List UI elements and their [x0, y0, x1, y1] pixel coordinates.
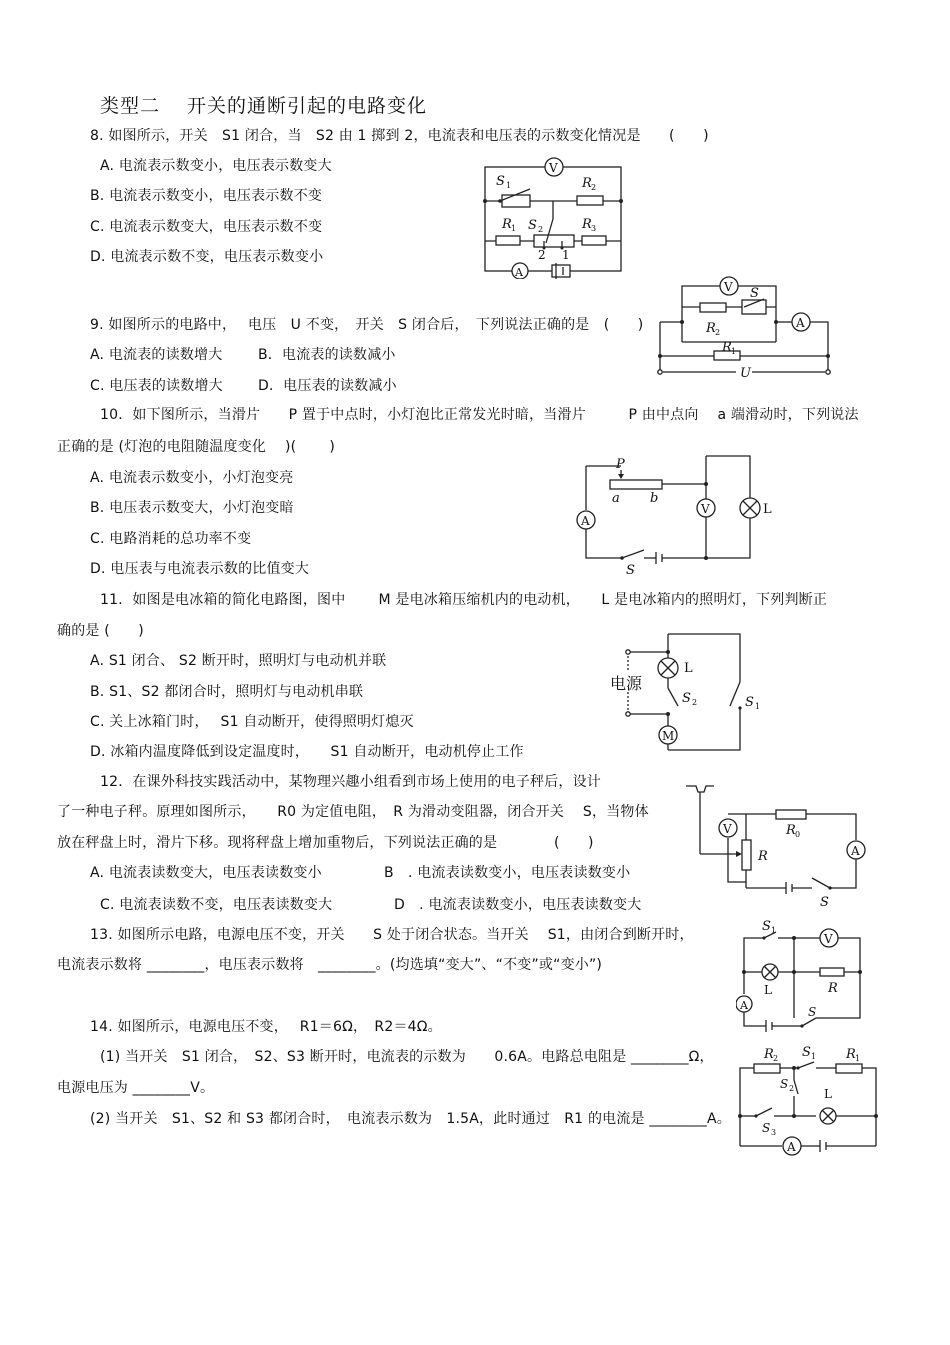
svg-text:R: R — [502, 217, 512, 232]
svg-text:R: R — [764, 1047, 774, 1062]
q12-stem-line2: 了一种电子秤。原理如图所示， R0 为定值电阻， R 为滑动变阻器，闭合开关 S，当物体 — [57, 804, 649, 820]
q9-option-b[interactable]: B．电流表的读数减小 — [258, 347, 396, 363]
q10-circuit-diagram — [572, 454, 776, 576]
svg-text:P: P — [616, 457, 625, 472]
svg-text:S: S — [496, 174, 505, 189]
q13-stem-line1: 13. 如图所示电路，电源电压不变，开关 S 处于闭合状态。当开关 S1，由闭合到断开时， — [90, 927, 694, 943]
q9-option-a[interactable]: A. 电流表的读数增大 — [90, 347, 223, 363]
q12-stem-line3: 放在秤盘上时，滑片下移。现将秤盘上增加重物后，下列说法正确的是 ( ) — [57, 835, 594, 851]
q11-option-d[interactable]: D. 冰箱内温度降低到设定温度时， S1 自动断开，电动机停止工作 — [90, 744, 524, 760]
svg-text:R: R — [722, 340, 732, 355]
q9-option-c[interactable]: C. 电压表的读数增大 — [90, 378, 223, 394]
svg-text:2: 2 — [715, 328, 721, 337]
q10-option-b[interactable]: B. 电压表示数变大，小灯泡变暗 — [90, 500, 294, 516]
svg-text:R: R — [582, 176, 592, 191]
svg-text:V: V — [701, 502, 710, 516]
svg-text:L: L — [684, 661, 693, 676]
section-title: 类型二 开关的通断引起的电路变化 — [100, 95, 428, 117]
svg-text:R: R — [706, 321, 716, 336]
q14-part1-line2: 电源电压为 ________V。 — [57, 1080, 215, 1096]
q12-option-c[interactable]: C. 电流表读数不变，电压表读数变大 — [100, 897, 333, 913]
svg-text:1: 1 — [811, 1052, 817, 1061]
svg-text:A: A — [581, 514, 590, 528]
svg-text:2: 2 — [773, 1054, 779, 1063]
q11-option-c[interactable]: C. 关上冰箱门时， S1 自动断开，使得照明灯熄灭 — [90, 714, 414, 730]
q11-stem-line2: 确的是 ( ) — [57, 623, 144, 639]
q10-stem-line1: 10．如下图所示，当滑片 P 置于中点时，小灯泡比正常发光时暗，当滑片 P 由中点向 a 端滑动时，下列说法 — [100, 407, 859, 423]
q11-circuit-diagram — [608, 630, 764, 756]
svg-text:S: S — [626, 563, 635, 576]
svg-text:1: 1 — [855, 1054, 861, 1063]
svg-text:3: 3 — [771, 1128, 777, 1137]
svg-text:S: S — [808, 1005, 817, 1019]
svg-text:S: S — [762, 1121, 771, 1135]
svg-text:L: L — [764, 983, 772, 997]
svg-text:V: V — [549, 161, 558, 175]
svg-text:S: S — [745, 695, 754, 710]
svg-text:L: L — [824, 1087, 832, 1101]
svg-text:2: 2 — [538, 248, 546, 262]
svg-text:1: 1 — [511, 224, 517, 233]
q12-circuit-diagram — [684, 782, 870, 912]
q9-option-d[interactable]: D．电压表的读数减小 — [258, 378, 397, 394]
svg-text:V: V — [724, 280, 733, 294]
resistor-r3 — [582, 236, 606, 245]
svg-text:S: S — [820, 895, 829, 910]
svg-text:S: S — [528, 218, 537, 233]
svg-text:V: V — [824, 932, 833, 946]
q14-part2: (2) 当开关 S1、S2 和 S3 都闭合时， 电流表示数为 1.5A，此时通过 R1 的电流是 ________A。 — [90, 1111, 731, 1127]
svg-text:S: S — [762, 919, 771, 934]
svg-text:2: 2 — [591, 183, 597, 192]
svg-text:R: R — [786, 823, 796, 838]
svg-text:L: L — [763, 502, 772, 517]
q13-stem-line2: 电流表示数将 ________，电压表示数将 ________。(均选填“变大”、“不变”或“变小”) — [57, 957, 603, 973]
q8-stem: 8. 如图所示，开关 S1 闭合，当 S2 由 1 掷到 2，电流表和电压表的示数变化情况是 ( ) — [90, 128, 709, 144]
svg-text:2: 2 — [789, 1084, 795, 1093]
q11-option-b[interactable]: B. S1、S2 都闭合时，照明灯与电动机串联 — [90, 684, 364, 700]
q12-option-b[interactable]: B . 电流表读数变小，电压表读数变小 — [384, 865, 631, 881]
svg-text:S: S — [750, 286, 759, 301]
svg-text:1: 1 — [731, 347, 737, 356]
q8-option-b[interactable]: B. 电流表示数变小，电压表示数不变 — [90, 188, 323, 204]
svg-text:1: 1 — [562, 248, 570, 262]
svg-text:1: 1 — [506, 181, 512, 190]
q14-part1-line1: (1) 当开关 S1 闭合， S2、S3 断开时，电流表的示数为 0.6A。电路总电阻是 ________Ω， — [100, 1049, 714, 1065]
q13-circuit-diagram — [736, 916, 868, 1032]
svg-text:b: b — [650, 491, 659, 506]
svg-text:2: 2 — [692, 698, 698, 707]
svg-text:0: 0 — [795, 830, 801, 839]
q12-option-d[interactable]: D . 电流表读数变小，电压表读数变大 — [394, 897, 642, 913]
q14-circuit-diagram — [736, 1046, 880, 1156]
svg-text:A: A — [796, 316, 805, 330]
svg-text:A: A — [515, 266, 523, 279]
svg-text:A: A — [851, 844, 860, 858]
svg-text:R: R — [582, 217, 592, 232]
resistor-r1 — [496, 236, 520, 245]
svg-text:A: A — [787, 1140, 796, 1154]
svg-text:S: S — [802, 1046, 811, 1060]
q10-option-a[interactable]: A. 电流表示数变小，小灯泡变亮 — [90, 470, 294, 486]
svg-text:S: S — [682, 691, 691, 706]
svg-text:电源: 电源 — [610, 674, 643, 693]
svg-text:R: R — [828, 981, 838, 996]
q12-option-a[interactable]: A. 电流表读数变大，电压表读数变小 — [90, 865, 322, 881]
svg-text:3: 3 — [591, 224, 597, 233]
q8-option-c[interactable]: C. 电流表示数变大，电压表示数不变 — [90, 219, 323, 235]
svg-text:A: A — [740, 999, 748, 1012]
q11-stem-line1: 11．如图是电冰箱的简化电路图，图中 M 是电冰箱压缩机内的电动机， L 是电冰箱内的照明灯，下列判断正 — [100, 592, 828, 608]
svg-text:U: U — [740, 366, 751, 381]
svg-text:S: S — [780, 1077, 789, 1091]
svg-text:1: 1 — [755, 702, 761, 711]
q8-option-d[interactable]: D. 电流表示数不变，电压表示数变小 — [90, 249, 324, 265]
svg-text:a: a — [612, 491, 620, 506]
svg-text:2: 2 — [538, 225, 544, 234]
q10-option-d[interactable]: D. 电压表与电流表示数的比值变大 — [90, 561, 310, 577]
resistor-r2 — [577, 196, 603, 205]
svg-text:M: M — [662, 729, 675, 743]
svg-text:R: R — [846, 1047, 856, 1062]
q10-stem-line2: 正确的是 (灯泡的电阻随温度变化 )( ) — [57, 439, 335, 455]
svg-text:1: 1 — [771, 926, 777, 935]
q11-option-a[interactable]: A. S1 闭合、 S2 断开时，照明灯与电动机并联 — [90, 653, 387, 669]
svg-text:R: R — [758, 849, 768, 864]
q8-option-a[interactable]: A. 电流表示数变小，电压表示数变大 — [100, 158, 332, 174]
q9-stem: 9. 如图所示的电路中， 电压 U 不变， 开关 S 闭合后， 下列说法正确的是 ( ) — [90, 317, 644, 333]
q14-stem: 14. 如图所示，电源电压不变， R1＝6Ω， R2＝4Ω。 — [90, 1019, 442, 1035]
q8-circuit-diagram — [482, 155, 624, 279]
q12-stem-line1: 12．在课外科技实践活动中，某物理兴趣小组看到市场上使用的电子秤后，设计 — [100, 774, 602, 790]
q9-circuit-diagram — [656, 272, 834, 382]
svg-text:V: V — [723, 822, 732, 836]
q10-option-c[interactable]: C. 电路消耗的总功率不变 — [90, 531, 252, 547]
